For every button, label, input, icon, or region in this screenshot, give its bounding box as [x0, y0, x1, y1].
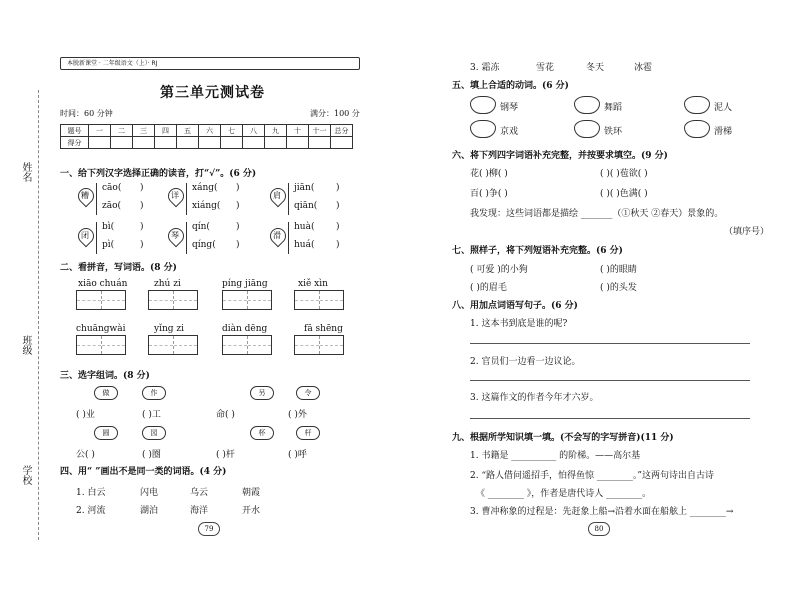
q1-option: zāo(: [102, 201, 122, 211]
score-cell: 三: [133, 125, 155, 137]
score-table-row-number: [61, 125, 353, 137]
q3-title: 三、选字组词。(8 分): [60, 371, 150, 381]
page-number-left: 79: [198, 522, 220, 536]
q2-pinyin: diàn dēng: [222, 324, 268, 334]
q4-word: 开水: [242, 506, 261, 516]
q4-word: 乌云: [190, 488, 209, 498]
q3-fill: 公( ): [76, 450, 95, 460]
q4-word: 闪电: [140, 488, 159, 498]
score-table-row-score: [61, 137, 353, 149]
binding-class-label: 班级: [20, 335, 31, 355]
time-label: 时间：60 分钟: [60, 109, 113, 118]
q9-item: 3. 曹冲称象的过程是：先赶象上船→沿着水面在船舷上 ________→: [470, 507, 734, 517]
score-cell: 一: [89, 125, 111, 137]
q4-word: 雪花: [536, 63, 555, 73]
q1-option: bì(: [102, 222, 115, 232]
q2-pinyin: yǐng zi: [154, 324, 185, 334]
q2-pinyin: píng jiāng: [222, 279, 268, 289]
q3-fill: ( )工: [142, 410, 161, 420]
q8-item: 2. 官员们一边看一边议论。: [470, 357, 581, 367]
answer-line[interactable]: [470, 380, 750, 381]
q1-option: xáng(: [192, 183, 218, 193]
q1-option: xiáng(: [192, 201, 221, 211]
q3-fill: ( )业: [76, 410, 95, 420]
q1-option: pì(: [102, 240, 115, 250]
q2-title: 二、看拼音，写词语。(8 分): [60, 263, 177, 273]
heart-blank[interactable]: [470, 120, 496, 138]
q3-fill: ( )外: [288, 410, 307, 420]
q8-title: 八、用加点词语写句子。(6 分): [452, 301, 578, 311]
score-cell: 七: [221, 125, 243, 137]
writing-grid[interactable]: [148, 335, 198, 355]
cloud-char: 做: [94, 386, 118, 400]
q6-fill: ( )( )苞欲( ): [600, 169, 648, 179]
writing-grid[interactable]: [222, 335, 272, 355]
binding-dashed-line: [38, 90, 39, 540]
q1-char: 滑: [273, 231, 281, 240]
q4-word: 朝霞: [242, 488, 261, 498]
q5-word: 舞蹈: [604, 103, 623, 113]
score-cell: 得分: [61, 137, 89, 149]
q4-word: 1. 白云: [76, 488, 106, 498]
cloud-char: 园: [142, 426, 166, 440]
writing-grid[interactable]: [294, 290, 344, 310]
q1-option: qiān(: [294, 201, 318, 211]
score-cell: 四: [155, 125, 177, 137]
q5-word: 京戏: [500, 127, 519, 137]
q1-option: huà(: [294, 222, 315, 232]
cloud-char: 令: [296, 386, 320, 400]
q9-item: 1. 书籍是 __________ 的阶梯。——高尔基: [470, 451, 641, 461]
writing-grid[interactable]: [294, 335, 344, 355]
writing-grid[interactable]: [76, 335, 126, 355]
cloud-char: 杯: [250, 426, 274, 440]
q8-item: 1. 这本书到底是谁的呢?: [470, 319, 568, 329]
heart-blank[interactable]: [470, 96, 496, 114]
q9-item: 2. “路人借问遥招手，怕得鱼惊 ________。”这两句诗出自古诗: [470, 471, 715, 481]
score-cell: 总分: [331, 125, 353, 137]
q5-title: 五、填上合适的动词。(6 分): [452, 81, 569, 91]
q7-title: 七、照样子，将下列短语补充完整。(6 分): [452, 246, 623, 256]
q1-option: qíng(: [192, 240, 216, 250]
q6-note: 我发现：这些词语都是描绘 _______（①秋天 ②春天）景象的。: [470, 209, 724, 219]
q6-fill: 花( )柳( ): [470, 169, 508, 179]
score-cell: 八: [243, 125, 265, 137]
page-number-right: 80: [588, 522, 610, 536]
q9-item: 《 ________ 》，作者是唐代诗人 ________。: [476, 489, 652, 499]
q3-fill: ( )杆: [216, 450, 235, 460]
q7-fill: ( )的眼睛: [600, 265, 637, 275]
q4-word: 3. 霜冻: [470, 63, 500, 73]
q2-pinyin: xiāo chuán: [78, 279, 128, 289]
heart-blank[interactable]: [684, 120, 710, 138]
cloud-char: 圆: [94, 426, 118, 440]
q1-char: 详: [171, 191, 179, 200]
heart-blank[interactable]: [574, 120, 600, 138]
q7-fill: ( )的眉毛: [470, 283, 507, 293]
score-cell: 题号: [61, 125, 89, 137]
page-title: 第三单元测试卷: [160, 85, 265, 101]
q4-word: 湖泊: [140, 506, 159, 516]
q6-title: 六、将下列四字词语补充完整，并按要求填空。(9 分): [452, 151, 668, 161]
cloud-char: 作: [142, 386, 166, 400]
score-cell: 九: [265, 125, 287, 137]
q4-title: 四、用“ ”画出不是同一类的词语。(4 分): [60, 467, 227, 477]
heart-blank[interactable]: [574, 96, 600, 114]
q1-char: 琴: [171, 231, 179, 240]
q4-word: 冰雹: [634, 63, 653, 73]
q2-pinyin: chuāngwài: [76, 324, 126, 334]
q5-word: 铁环: [604, 127, 623, 137]
writing-grid[interactable]: [76, 290, 126, 310]
q7-fill: ( 可爱 )的小狗: [470, 265, 528, 275]
q1-title: 一、给下列汉字选择正确的读音，打“√”。(6 分): [60, 169, 257, 179]
q2-pinyin: xiě xìn: [298, 279, 328, 289]
score-cell: 五: [177, 125, 199, 137]
q5-word: 钢琴: [500, 103, 519, 113]
q1-char: 闭: [81, 231, 89, 240]
score-cell: 十一: [309, 125, 331, 137]
q5-word: 泥人: [714, 103, 733, 113]
q2-pinyin: fā shēng: [304, 324, 343, 334]
binding-name-label: 姓名: [20, 162, 31, 182]
score-cell: 十: [287, 125, 309, 137]
q3-fill: ( )呼: [288, 450, 307, 460]
answer-line[interactable]: [470, 343, 750, 344]
answer-line[interactable]: [470, 418, 750, 419]
q1-char: 肩: [273, 191, 281, 200]
writing-grid[interactable]: [222, 290, 272, 310]
score-cell: 二: [111, 125, 133, 137]
score-table: [60, 124, 353, 149]
writing-grid[interactable]: [148, 290, 198, 310]
q1-option: qín(: [192, 222, 210, 232]
q1-char: 糟: [81, 191, 89, 200]
heart-blank[interactable]: [684, 96, 710, 114]
score-label: 满分：100 分: [310, 109, 360, 118]
q8-item: 3. 这篇作文的作者今年才六岁。: [470, 393, 599, 403]
q1-option: cāo(: [102, 183, 122, 193]
q6-fill: ( )( )色满( ): [600, 189, 648, 199]
q4-word: 冬天: [586, 63, 605, 73]
q4-word: 海洋: [190, 506, 209, 516]
q2-pinyin: zhú zi: [154, 279, 181, 289]
binding-school-label: 学校: [20, 465, 31, 485]
q6-note2: （填序号）: [724, 227, 770, 237]
q6-fill: 百( )争( ): [470, 189, 508, 199]
cloud-char: 另: [250, 386, 274, 400]
q3-fill: 命( ): [216, 410, 235, 420]
header-banner: 本脱新课堂 · 二年级语文（上）· RJ: [60, 57, 360, 70]
q7-fill: ( )的头发: [600, 283, 637, 293]
q3-fill: ( )圈: [142, 450, 161, 460]
q4-word: 2. 河流: [76, 506, 106, 516]
q1-option: huá(: [294, 240, 315, 250]
cloud-char: 杆: [296, 426, 320, 440]
q5-word: 滑梯: [714, 127, 733, 137]
q9-title: 九、根据所学知识填一填。(不会写的字写拼音)(11 分): [452, 433, 674, 443]
score-cell: 六: [199, 125, 221, 137]
q1-option: jiān(: [294, 183, 315, 193]
